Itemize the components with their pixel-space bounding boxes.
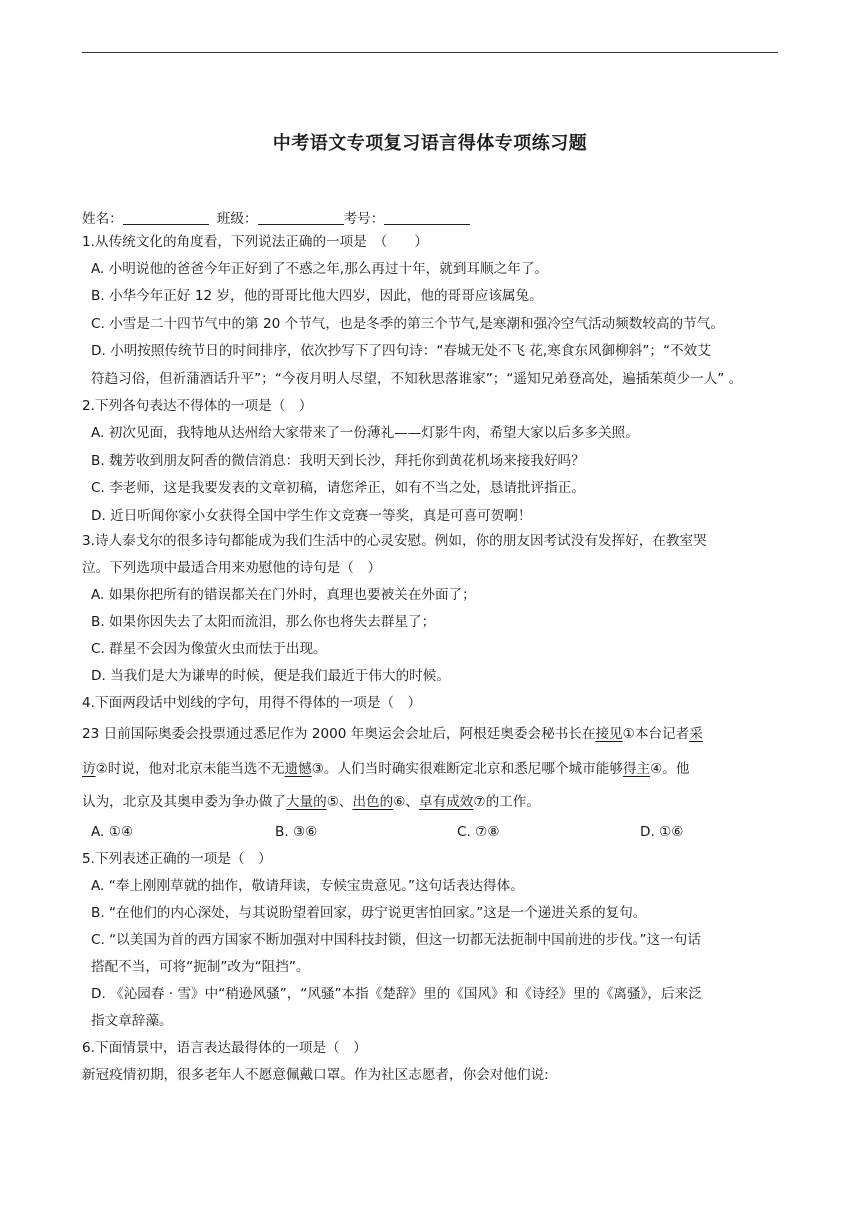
q3-option-d: D. 当我们是大为谦卑的时候，便是我们最近于伟大的时候。 bbox=[91, 668, 450, 684]
q4-passage-line1 bbox=[82, 724, 703, 744]
q4-passage-line2 bbox=[82, 759, 690, 779]
id-label: 考号： bbox=[343, 211, 385, 227]
q5-option-a: A. “奉上刚刚草就的拙作，敬请拜读，专候宝贵意见。”这句话表达得体。 bbox=[91, 878, 524, 894]
q1-option-b: B. 小华今年正好 12 岁，他的哥哥比他大四岁，因此，他的哥哥应该属兔。 bbox=[91, 288, 543, 304]
q4-text: ⑦的工作。 bbox=[473, 794, 540, 810]
q6-context: 新冠疫情初期，很多老年人不愿意佩戴口罩。作为社区志愿者，你会对他们说: bbox=[82, 1067, 549, 1083]
student-info-line bbox=[82, 209, 470, 229]
q4-text: ②时说，他对北京未能当选不无 bbox=[95, 761, 285, 777]
q4-text: ⑥、 bbox=[393, 794, 420, 810]
q5-option-d-line1: D. 《沁园春 · 雪》中“稍逊风骚”，“风骚”本指《楚辞》里的《国风》和《诗经》里的《离骚》，后来泛 bbox=[91, 986, 702, 1002]
q4-text: ⑤、 bbox=[326, 794, 353, 810]
q4-choice-b: B. ③⑥ bbox=[275, 824, 318, 840]
q4-underlined-7: 卓有成效 bbox=[419, 794, 474, 810]
q4-underlined-4: 得主 bbox=[622, 761, 651, 777]
q4-underlined-2b: 访 bbox=[82, 761, 96, 777]
q4-choice-c: C. ⑦⑧ bbox=[457, 824, 500, 840]
q6-stem: 6.下面情景中，语言表达最得体的一项是（ ） bbox=[82, 1040, 367, 1056]
q2-option-a: A. 初次见面，我特地从达州给大家带来了一份薄礼——灯影牛肉，希望大家以后多多关照。 bbox=[91, 425, 639, 441]
q4-underlined-1: 接见 bbox=[595, 726, 623, 742]
q2-option-d: D. 近日听闻你家小女获得全国中学生作文竞赛一等奖，真是可喜可贺啊！ bbox=[91, 508, 532, 524]
q1-stem: 1.从传统文化的角度看，下列说法正确的一项是 （ ） bbox=[82, 234, 429, 250]
q4-underlined-2a: 采 bbox=[689, 726, 703, 742]
class-label: 班级： bbox=[216, 211, 258, 227]
q1-option-d-line1: D. 小明按照传统节日的时间排序，依次抄写下了四句诗：“春城无处不飞 花,寒食东风御柳斜”；“不效艾 bbox=[91, 343, 711, 359]
q4-underlined-6: 出色的 bbox=[352, 794, 394, 810]
q4-stem: 4.下面两段话中划线的字句，用得不得体的一项是（ ） bbox=[82, 695, 422, 711]
q4-underlined-5: 大量的 bbox=[285, 794, 327, 810]
q1-option-d-line2: 符趋习俗，但祈蒲酒话升平”；“今夜月明人尽望，不知秋思落谁家”；“遥知兄弟登高处，遍插茱萸少一人” 。 bbox=[91, 371, 743, 387]
q2-option-c: C. 李老师，这是我要发表的文章初稿，请您斧正，如有不当之处，恳请批评指正。 bbox=[91, 480, 585, 496]
q4-text: ④。他 bbox=[650, 761, 690, 777]
q4-choice-a: A. ①④ bbox=[91, 824, 134, 840]
q4-text: 认为，北京及其奥申委为争办做了 bbox=[82, 794, 286, 810]
q3-stem-line2: 泣。下列选项中最适合用来劝慰他的诗句是（ ） bbox=[82, 560, 382, 576]
q3-option-c: C. 群星不会因为像萤火虫而怯于出现。 bbox=[91, 641, 327, 657]
q1-option-a: A. 小明说他的爸爸今年正好到了不惑之年,那么再过十年，就到耳顺之年了。 bbox=[91, 261, 549, 277]
id-blank[interactable] bbox=[384, 209, 470, 225]
q3-option-a: A. 如果你把所有的错误都关在门外时，真理也要被关在外面了； bbox=[91, 587, 476, 603]
q5-option-b: B. “在他们的内心深处，与其说盼望着回家，毋宁说更害怕回家。”这是一个递进关系的复句。 bbox=[91, 905, 647, 921]
q4-passage-line3 bbox=[82, 792, 540, 812]
q4-text: 23 日前国际奥委会投票通过悉尼作为 2000 年奥运会会址后，阿根廷奥委会秘书长在 bbox=[82, 726, 596, 742]
q4-underlined-3: 遗憾 bbox=[284, 761, 312, 777]
page-title: 中考语文专项复习语言得体专项练习题 bbox=[272, 133, 588, 154]
q5-option-c-line2: 搭配不当，可将“扼制”改为“阻挡”。 bbox=[91, 959, 310, 975]
q2-option-b: B. 魏芳收到朋友阿香的微信消息：我明天到长沙，拜托你到黄花机场来接我好吗？ bbox=[91, 453, 585, 469]
name-blank[interactable] bbox=[123, 209, 209, 225]
q1-option-c: C. 小雪是二十四节气中的第 20 个节气，也是冬季的第三个节气,是寒潮和强冷空气活动频数较高的节气。 bbox=[91, 316, 724, 332]
q3-stem-line1: 3.诗人泰戈尔的很多诗句都能成为我们生活中的心灵安慰。例如，你的朋友因考试没有发挥好，在教室哭 bbox=[82, 533, 707, 549]
class-blank[interactable] bbox=[258, 209, 344, 225]
q3-option-b: B. 如果你因失去了太阳而流泪，那么你也将失去群星了； bbox=[91, 614, 436, 630]
top-rule bbox=[82, 52, 778, 53]
q5-stem: 5.下列表述正确的一项是（ ） bbox=[82, 851, 272, 867]
q5-option-d-line2: 指文章辞藻。 bbox=[91, 1013, 173, 1029]
q2-stem: 2.下列各句表达不得体的一项是（ ） bbox=[82, 398, 313, 414]
name-label: 姓名： bbox=[82, 211, 123, 227]
q4-text: ③。人们当时确实很难断定北京和悉尼哪个城市能够 bbox=[311, 761, 623, 777]
q4-choice-d: D. ①⑥ bbox=[640, 824, 684, 840]
q4-text: ①本台记者 bbox=[622, 726, 690, 742]
q5-option-c-line1: C. “以美国为首的西方国家不断加强对中国科技封锁，但这一切都无法扼制中国前进的步伐。”这一句话 bbox=[91, 932, 701, 948]
